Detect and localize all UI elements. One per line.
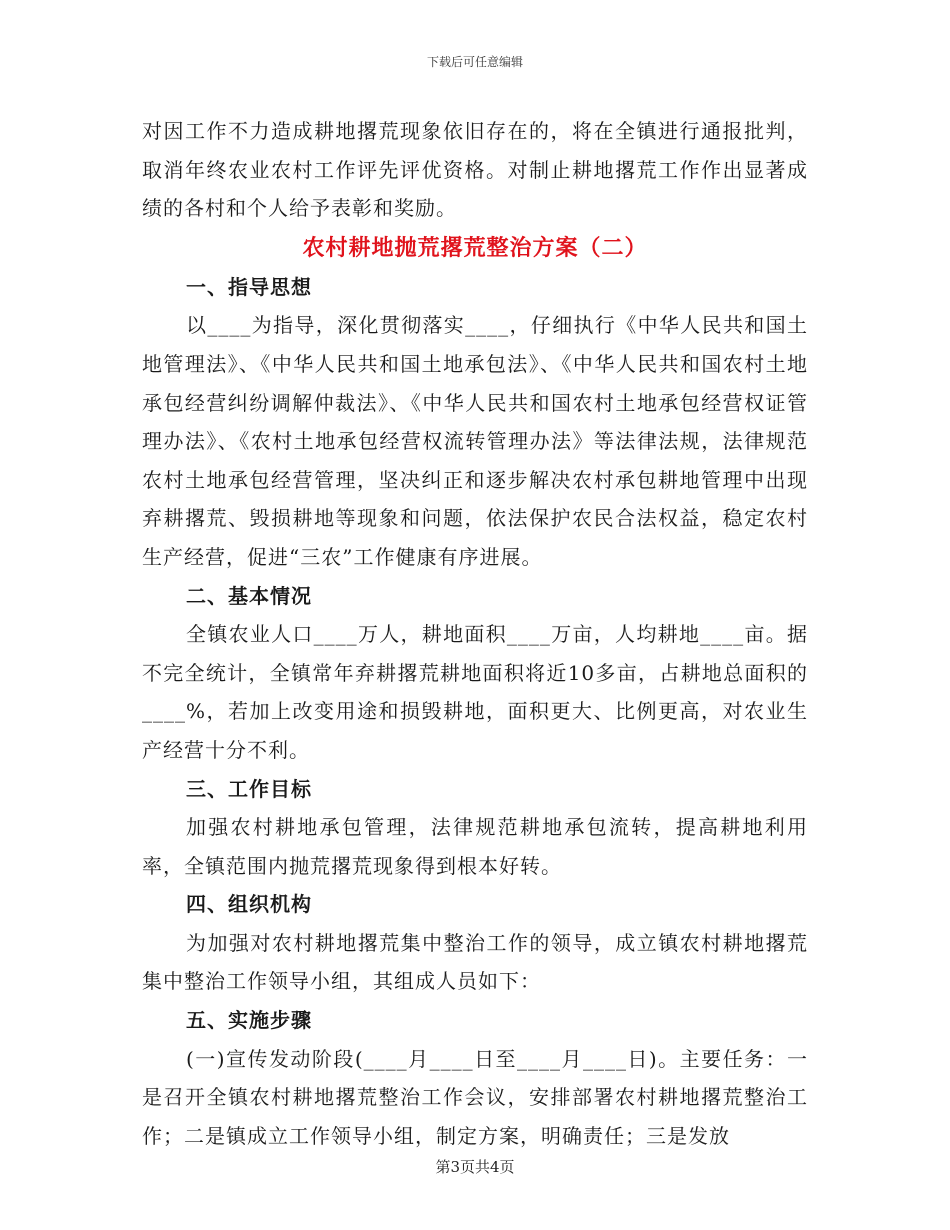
section-paragraph: (一)宣传发动阶段(____月____日至____月____日)。主要任务：一是召开全镇农村耕地撂荒整治工作会议，安排部署农村耕地撂荒整治工作；二是镇成立工作领导小组，制定方案，明确责任；三是发放 bbox=[142, 1046, 808, 1148]
section-heading-work-goals: 三、工作目标 bbox=[186, 776, 312, 801]
section-heading-implementation-steps: 五、实施步骤 bbox=[186, 1008, 312, 1033]
section-heading-guiding-ideology: 一、指导思想 bbox=[186, 274, 312, 299]
page-header: 下载后可任意编辑 bbox=[426, 55, 523, 69]
section-heading-basic-situation: 二、基本情况 bbox=[186, 583, 312, 608]
section-heading-organization: 四、组织机构 bbox=[186, 892, 312, 917]
section-paragraph: 全镇农业人口____万人，耕地面积____万亩，人均耕地____亩。据不完全统计，全镇常年弃耕撂荒耕地面积将近10多亩，占耕地总面积的____%，若加上改变用途和损毁耕地，面积更大、比例更高，对农业生产经营十分不利。 bbox=[142, 622, 808, 762]
page-number: 第3页共4页 bbox=[435, 1158, 515, 1176]
section-paragraph: 为加强对农村耕地撂荒集中整治工作的领导，成立镇农村耕地撂荒集中整治工作领导小组，其组成人员如下： bbox=[142, 930, 808, 994]
document-title: 农村耕地抛荒撂荒整治方案（二） bbox=[302, 234, 648, 261]
section-paragraph: 加强农村耕地承包管理，法律规范耕地承包流转，提高耕地利用率，全镇范围内抛荒撂荒现象得到根本好转。 bbox=[142, 815, 808, 878]
intro-paragraph: 对因工作不力造成耕地撂荒现象依旧存在的，将在全镇进行通报批判，取消年终农业农村工作评先评优资格。对制止耕地撂荒工作作出显著成绩的各村和个人给予表彰和奖励。 bbox=[142, 119, 808, 221]
section-paragraph: 以____为指导，深化贯彻落实____，仔细执行《中华人民共和国土地管理法》、《中华人民共和国土地承包法》、《中华人民共和国农村土地承包经营纠纷调解仲裁法》、《中华人民共和国农村土地承包经营权证管理办法》、《农村土地承包经营权流转管理办法》等法律法规，法律规范农村土地承包经营管理，坚决纠正和逐步解决农村承包耕地管理中出现弃耕撂荒、毁损耕地等现象和问题，依法保护农民合法权益，稳定农村生产经营，促进“三农”工作健康有序进展。 bbox=[142, 313, 808, 569]
document-body bbox=[142, 112, 808, 1155]
